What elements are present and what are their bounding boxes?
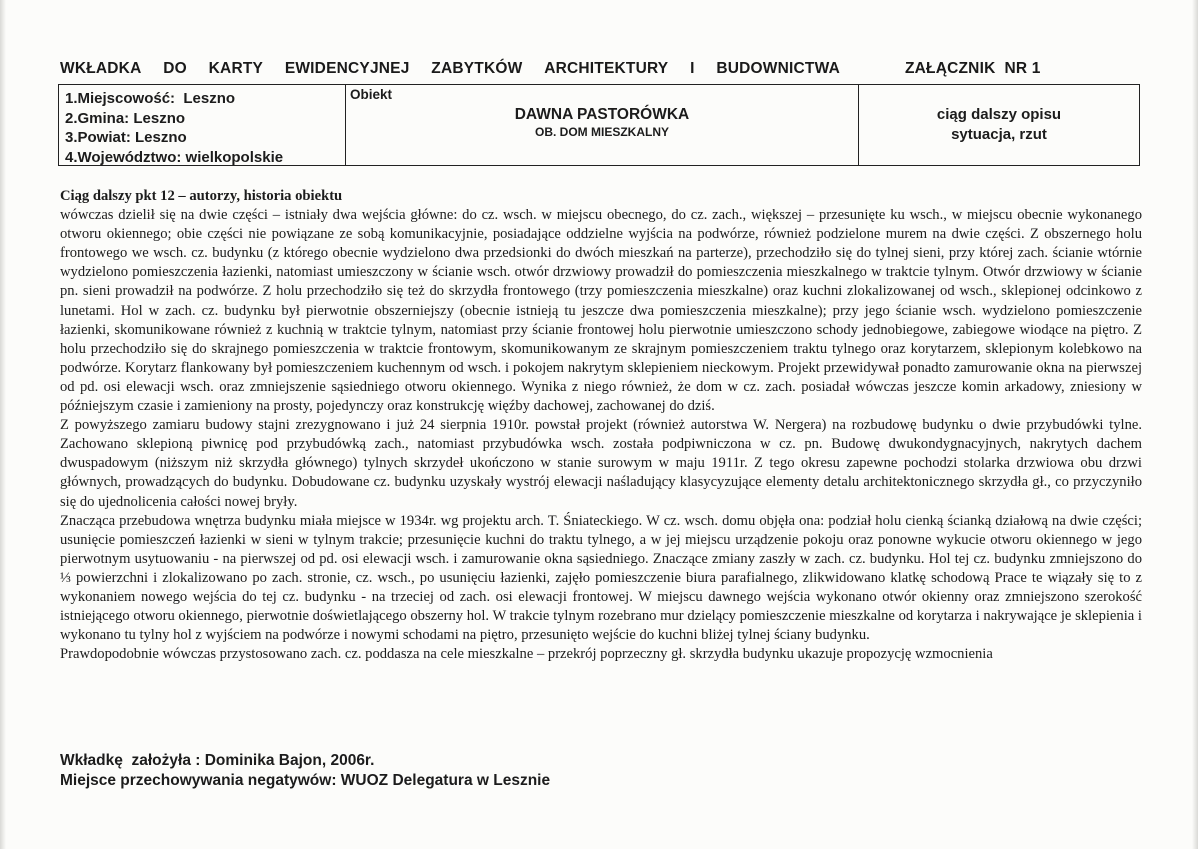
document-title [60,60,840,78]
object-subtitle: OB. DOM MIESZKALNY [535,125,669,139]
paragraph: Znacząca przebudowa wnętrza budynku miała miejsce w 1934r. wg projektu arch. T. Śniateckiego. W cz. wsch. domu objęła ona: podział holu cienką ścianką działową na dwie części; usunięcie pomieszczeń łazienki w sieni w tylnym trakcie; przesunięcie kuchni do traktu tylnego, a w jej miejscu urządzenie pokoju oraz ponowne wykucie otworu okiennego w jego pierwotnym usytuowaniu - na pierwszej od pd. osi elewacji wsch. i zamurowanie okna sąsiedniego. Znaczące zmiany zaszły w zach. cz. budynku. Hol tej cz. budynku zmniejszono do ⅓ powierzchni i zlokalizowano po zach. stronie, cz. wsch., po usunięciu łazienki, zajęło pomieszczenie biura parafialnego, zlikwidowano klatkę schodową Prace te wiązały się to z wykonaniem nowego wejścia do tej cz. budynku - na trzeciej od zach. osi elewacji frontowej. W miejscu dawnego wejścia wykonano otwór okienny oraz zmniejszono szerokość istniejącego otworu okiennego, pierwotnie doświetlającego obszerny hol. W trakcie tylnym rozebrano mur dzielący pomieszczenie mieszkalne od korytarza i nakrywające je sklepienia i wykonano tu tylny hol z wyjściem na podwórze i nowymi schodami na piętro, przesunięto wejście do kuchni bliżej tylnej ściany budynku. [60,512,1142,644]
object-name: DAWNA PASTORÓWKA [514,106,690,123]
town-line: 1.Miejscowość: Leszno [65,90,236,107]
title-word: EWIDENCYJNEJ [284,60,410,77]
paragraph: Prawdopodobnie wówczas przystosowano zach. cz. poddasza na cele mieszkalne – przekrój poprzeczny gł. skrzydła budynku ukazuje propozycję wzmocnienia [60,646,993,663]
title-word: ZABYTKÓW [431,60,523,77]
title-word: I [690,60,695,77]
voivodeship-line: 4.Województwo: wielkopolskie [65,148,284,166]
attachment-number: ZAŁĄCZNIK NR 1 [905,60,1041,77]
location-cell [59,85,346,165]
author-line: Wkładkę założyła : Dominika Bajon, 2006r. [60,752,375,769]
paragraph: wówczas dzielił się na dwie części – istniały dwa wejścia główne: do cz. wsch. w miejscu obecnego, do cz. zach., większej – przesunięte ku wsch., w miejscu obecnie wykonanego otworu okiennego; obie części nie powiązane ze sobą komunikacyjnie, posiadające oddzielne wyjścia na podwórze, również podzielone murem na dwie części. Z obszernego holu frontowego we wsch. cz. budynku (z którego obecnie wydzielono dwa przedsionki do dwóch mieszkań na parterze), przechodziło się do tylnej sieni, przy której zach. ścianie wtórnie wydzielono pomieszczenia łazienki, natomiast umieszczony w ścianie wsch. otwór drzwiowy prowadził do pomieszczenia mieszkalnego w traktcie tylnym. Otwór drzwiowy w ścianie pn. sieni prowadził na podwórze. Z holu przechodziło się też do skrzydła frontowego (trzy pomieszczenia mieszkalne) oraz kuchni zlokalizowanej od wsch., sklepionej odcinkowo z lunetami. Hol w zach. cz. budynku był pierwotnie obszerniejszy (obecnie istnieją tu jeszcze dwa pomieszczenia mieszkalne); przy jego ścianie wsch. wydzielono pomieszczenie łazienki, skomunikowane również z kuchnią w traktcie tylnym, natomiast przy ścianie frontowej holu pierwotnie umieszczono schody jednobiegowe, zabiegowe wiodące na piętro. Z holu przechodziło się do skrajnego pomieszczenia w traktcie frontowym, skomunikowanym ze skrajnym pomieszczeniem traktu tylnego oraz korytarzem, sklepionym kolebkowo na podwórze. Korytarz flankowany był pomieszczeniem kuchennym od wsch. i pokojem nakrytym sklepieniem nieckowym. Projekt przewidywał ponadto zamurowanie okna na pierwszej od pd. osi elewacji wsch. oraz zmniejszenie sąsiedniego otworu okiennego. Wynika z niego również, że dom w cz. zach. posiadał wówczas jeszcze komin arkadowy, zniesiony w późniejszym czasie i zamieniony na prosty, pojedynczy oraz konstrukcję więźby dachowej, zachowanej do dziś. [60,207,1142,415]
title-word: WKŁADKA [60,60,142,77]
scan-edge-left [0,0,6,849]
commune-line: 2.Gmina: Leszno [65,109,186,127]
title-word: DO [163,60,187,77]
continuation-line1: ciąg dalszy opisu [936,106,1062,123]
continuation-cell [859,85,1139,165]
description-body [60,187,1142,664]
continuation-line2: sytuacja, rzut [951,126,1047,143]
title-word: ARCHITEKTURY [544,60,669,77]
title-word: BUDOWNICTWA [716,60,840,77]
object-cell [346,85,859,165]
storage-line: Miejsce przechowywania negatywów: WUOZ Delegatura w Lesznie [60,772,551,789]
object-label: Obiekt [350,87,393,102]
county-line: 3.Powiat: Leszno [65,129,187,146]
paragraph: Z powyższego zamiaru budowy stajni zrezygnowano i już 24 sierpnia 1910r. powstał projekt (również autorstwa W. Nergera) na rozbudowę budynku o dwie przybudówki tylne. Zachowano sklepioną piwnicę pod przybudówką zach., natomiast przybudówka wsch. została podpiwniczona w cz. pn. Budowę dwukondygnacyjnych, nakrytych dachem dwuspadowym (niższym niż skrzydła głównego) tylnych skrzydeł ukończono w stanie surowym w maju 1911r. Z tego okresu zapewne pochodzi stolarka drzwiowa obu drzwi głównych, prowadzących do budynku. Dobudowane cz. budynku uzyskały wystrój elewacji naśladujący klasycyzujące elementy detalu architektonicznego skrzydła gł., co przyczyniło się do ujednolicenia całości nowej bryły. [60,417,1142,510]
scan-edge-right [1192,0,1198,849]
title-word: KARTY [208,60,264,77]
info-table [58,84,1140,166]
section-heading: Ciąg dalszy pkt 12 – autorzy, historia obiektu [60,188,343,204]
